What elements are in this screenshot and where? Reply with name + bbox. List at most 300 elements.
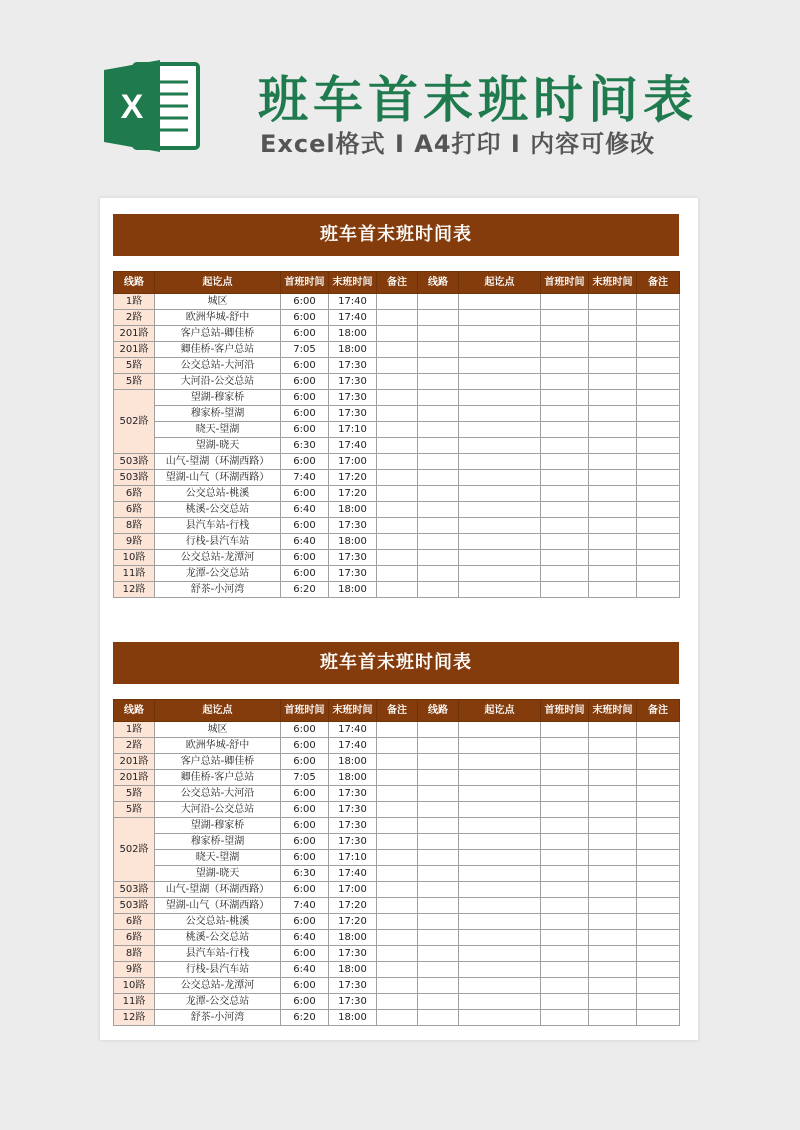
last-time-cell: 17:20 bbox=[329, 898, 377, 914]
empty-cell bbox=[541, 582, 589, 598]
empty-cell bbox=[418, 962, 459, 978]
last-time-cell: 17:30 bbox=[329, 358, 377, 374]
route-cell: 503路 bbox=[114, 882, 155, 898]
empty-cell bbox=[377, 294, 418, 310]
empty-cell bbox=[589, 818, 637, 834]
last-time-cell: 18:00 bbox=[329, 754, 377, 770]
empty-cell bbox=[418, 486, 459, 502]
empty-cell bbox=[377, 454, 418, 470]
route-cell: 201路 bbox=[114, 326, 155, 342]
empty-cell bbox=[459, 422, 541, 438]
empty-cell bbox=[637, 566, 680, 582]
last-time-cell: 17:40 bbox=[329, 310, 377, 326]
empty-cell bbox=[589, 294, 637, 310]
stops-cell: 客户总站-卿佳桥 bbox=[155, 326, 281, 342]
empty-cell bbox=[541, 518, 589, 534]
empty-cell bbox=[377, 834, 418, 850]
empty-cell bbox=[418, 722, 459, 738]
empty-cell bbox=[418, 898, 459, 914]
empty-cell bbox=[459, 738, 541, 754]
empty-cell bbox=[377, 850, 418, 866]
last-time-cell: 17:30 bbox=[329, 390, 377, 406]
empty-cell bbox=[637, 518, 680, 534]
empty-cell bbox=[637, 454, 680, 470]
stops-cell: 望湖-晓天 bbox=[155, 438, 281, 454]
table-banner: 班车首末班时间表 bbox=[113, 642, 679, 684]
last-time-cell: 17:20 bbox=[329, 914, 377, 930]
empty-cell bbox=[459, 470, 541, 486]
empty-cell bbox=[637, 374, 680, 390]
empty-cell bbox=[377, 566, 418, 582]
empty-cell bbox=[589, 850, 637, 866]
first-time-cell: 6:40 bbox=[281, 962, 329, 978]
first-time-cell: 6:00 bbox=[281, 374, 329, 390]
empty-cell bbox=[418, 946, 459, 962]
empty-cell bbox=[459, 326, 541, 342]
first-time-cell: 6:00 bbox=[281, 550, 329, 566]
empty-cell bbox=[589, 358, 637, 374]
empty-cell bbox=[637, 438, 680, 454]
empty-cell bbox=[377, 422, 418, 438]
empty-cell bbox=[589, 866, 637, 882]
column-header: 起讫点 bbox=[459, 700, 541, 722]
last-time-cell: 17:00 bbox=[329, 454, 377, 470]
table-row bbox=[114, 550, 680, 566]
empty-cell bbox=[637, 342, 680, 358]
empty-cell bbox=[589, 518, 637, 534]
empty-cell bbox=[637, 754, 680, 770]
header-row bbox=[114, 272, 680, 294]
route-cell: 502路 bbox=[114, 390, 155, 454]
route-cell: 9路 bbox=[114, 534, 155, 550]
empty-cell bbox=[459, 310, 541, 326]
first-time-cell: 6:00 bbox=[281, 802, 329, 818]
empty-cell bbox=[377, 518, 418, 534]
document-sheet bbox=[100, 198, 698, 1040]
last-time-cell: 17:30 bbox=[329, 406, 377, 422]
empty-cell bbox=[377, 406, 418, 422]
empty-cell bbox=[459, 342, 541, 358]
empty-cell bbox=[418, 390, 459, 406]
table-row bbox=[114, 754, 680, 770]
empty-cell bbox=[637, 310, 680, 326]
last-time-cell: 17:30 bbox=[329, 994, 377, 1010]
column-header: 末班时间 bbox=[589, 272, 637, 294]
empty-cell bbox=[459, 962, 541, 978]
empty-cell bbox=[377, 946, 418, 962]
empty-cell bbox=[459, 454, 541, 470]
column-header: 备注 bbox=[637, 272, 680, 294]
table-row bbox=[114, 722, 680, 738]
empty-cell bbox=[637, 326, 680, 342]
schedule-table bbox=[113, 699, 680, 1026]
empty-cell bbox=[459, 754, 541, 770]
empty-cell bbox=[418, 534, 459, 550]
empty-cell bbox=[459, 406, 541, 422]
empty-cell bbox=[377, 374, 418, 390]
first-time-cell: 6:00 bbox=[281, 454, 329, 470]
empty-cell bbox=[541, 390, 589, 406]
empty-cell bbox=[637, 882, 680, 898]
stops-cell: 欧洲华城-舒中 bbox=[155, 738, 281, 754]
route-cell: 201路 bbox=[114, 770, 155, 786]
empty-cell bbox=[377, 534, 418, 550]
empty-cell bbox=[541, 438, 589, 454]
table-row bbox=[114, 770, 680, 786]
empty-cell bbox=[637, 978, 680, 994]
last-time-cell: 18:00 bbox=[329, 326, 377, 342]
route-cell: 10路 bbox=[114, 550, 155, 566]
route-cell: 8路 bbox=[114, 518, 155, 534]
empty-cell bbox=[418, 326, 459, 342]
empty-cell bbox=[637, 358, 680, 374]
route-cell: 2路 bbox=[114, 738, 155, 754]
empty-cell bbox=[377, 358, 418, 374]
first-time-cell: 7:05 bbox=[281, 342, 329, 358]
route-cell: 502路 bbox=[114, 818, 155, 882]
table-row bbox=[114, 962, 680, 978]
route-cell: 10路 bbox=[114, 978, 155, 994]
route-cell: 11路 bbox=[114, 566, 155, 582]
empty-cell bbox=[541, 882, 589, 898]
table-row bbox=[114, 406, 680, 422]
empty-cell bbox=[637, 470, 680, 486]
empty-cell bbox=[637, 550, 680, 566]
column-header: 线路 bbox=[114, 272, 155, 294]
first-time-cell: 6:00 bbox=[281, 358, 329, 374]
empty-cell bbox=[541, 486, 589, 502]
last-time-cell: 17:00 bbox=[329, 882, 377, 898]
stops-cell: 公交总站-龙潭河 bbox=[155, 978, 281, 994]
empty-cell bbox=[637, 1010, 680, 1026]
empty-cell bbox=[418, 582, 459, 598]
empty-cell bbox=[541, 802, 589, 818]
last-time-cell: 17:40 bbox=[329, 722, 377, 738]
last-time-cell: 17:40 bbox=[329, 866, 377, 882]
empty-cell bbox=[459, 486, 541, 502]
table-banner: 班车首末班时间表 bbox=[113, 214, 679, 256]
first-time-cell: 6:00 bbox=[281, 914, 329, 930]
empty-cell bbox=[459, 850, 541, 866]
last-time-cell: 18:00 bbox=[329, 534, 377, 550]
empty-cell bbox=[377, 390, 418, 406]
empty-cell bbox=[377, 310, 418, 326]
first-time-cell: 6:40 bbox=[281, 930, 329, 946]
empty-cell bbox=[541, 834, 589, 850]
empty-cell bbox=[377, 898, 418, 914]
empty-cell bbox=[589, 566, 637, 582]
empty-cell bbox=[589, 930, 637, 946]
empty-cell bbox=[377, 866, 418, 882]
empty-cell bbox=[459, 866, 541, 882]
route-cell: 6路 bbox=[114, 486, 155, 502]
empty-cell bbox=[541, 722, 589, 738]
stops-cell: 卿佳桥-客户总站 bbox=[155, 342, 281, 358]
route-cell: 5路 bbox=[114, 358, 155, 374]
last-time-cell: 17:30 bbox=[329, 978, 377, 994]
first-time-cell: 6:00 bbox=[281, 406, 329, 422]
last-time-cell: 17:30 bbox=[329, 946, 377, 962]
empty-cell bbox=[418, 342, 459, 358]
table-row bbox=[114, 930, 680, 946]
first-time-cell: 6:00 bbox=[281, 326, 329, 342]
empty-cell bbox=[637, 534, 680, 550]
empty-cell bbox=[637, 422, 680, 438]
schedule-section-1 bbox=[113, 214, 679, 598]
empty-cell bbox=[637, 914, 680, 930]
first-time-cell: 6:20 bbox=[281, 582, 329, 598]
empty-cell bbox=[637, 406, 680, 422]
table-row bbox=[114, 342, 680, 358]
last-time-cell: 17:30 bbox=[329, 818, 377, 834]
header bbox=[0, 0, 800, 190]
last-time-cell: 17:30 bbox=[329, 518, 377, 534]
table-row bbox=[114, 502, 680, 518]
last-time-cell: 18:00 bbox=[329, 770, 377, 786]
page-title: 班车首末班时间表 bbox=[258, 71, 698, 129]
empty-cell bbox=[418, 866, 459, 882]
empty-cell bbox=[377, 978, 418, 994]
empty-cell bbox=[637, 898, 680, 914]
empty-cell bbox=[459, 946, 541, 962]
route-cell: 2路 bbox=[114, 310, 155, 326]
excel-icon bbox=[100, 56, 204, 156]
route-cell: 503路 bbox=[114, 454, 155, 470]
stops-cell: 山气-望湖（环湖西路） bbox=[155, 882, 281, 898]
empty-cell bbox=[418, 850, 459, 866]
empty-cell bbox=[377, 342, 418, 358]
empty-cell bbox=[589, 978, 637, 994]
stops-cell: 客户总站-卿佳桥 bbox=[155, 754, 281, 770]
table-row bbox=[114, 818, 680, 834]
column-header: 起讫点 bbox=[155, 272, 281, 294]
empty-cell bbox=[418, 294, 459, 310]
last-time-cell: 18:00 bbox=[329, 502, 377, 518]
first-time-cell: 6:00 bbox=[281, 834, 329, 850]
empty-cell bbox=[377, 326, 418, 342]
stops-cell: 望湖-山气（环湖西路） bbox=[155, 470, 281, 486]
first-time-cell: 6:00 bbox=[281, 722, 329, 738]
empty-cell bbox=[377, 994, 418, 1010]
empty-cell bbox=[459, 978, 541, 994]
empty-cell bbox=[541, 738, 589, 754]
empty-cell bbox=[541, 422, 589, 438]
empty-cell bbox=[637, 486, 680, 502]
stops-cell: 大河沿-公交总站 bbox=[155, 802, 281, 818]
last-time-cell: 17:40 bbox=[329, 738, 377, 754]
stops-cell: 公交总站-大河沿 bbox=[155, 786, 281, 802]
stops-cell: 行栈-县汽车站 bbox=[155, 534, 281, 550]
empty-cell bbox=[459, 930, 541, 946]
stops-cell: 桃溪-公交总站 bbox=[155, 930, 281, 946]
first-time-cell: 7:05 bbox=[281, 770, 329, 786]
empty-cell bbox=[589, 374, 637, 390]
table-row bbox=[114, 802, 680, 818]
column-header: 备注 bbox=[377, 700, 418, 722]
table-row bbox=[114, 470, 680, 486]
first-time-cell: 6:20 bbox=[281, 1010, 329, 1026]
first-time-cell: 6:00 bbox=[281, 294, 329, 310]
first-time-cell: 6:00 bbox=[281, 422, 329, 438]
first-time-cell: 6:00 bbox=[281, 786, 329, 802]
route-cell: 5路 bbox=[114, 802, 155, 818]
first-time-cell: 6:40 bbox=[281, 534, 329, 550]
column-header: 末班时间 bbox=[329, 272, 377, 294]
empty-cell bbox=[541, 566, 589, 582]
column-header: 线路 bbox=[418, 700, 459, 722]
route-cell: 11路 bbox=[114, 994, 155, 1010]
empty-cell bbox=[589, 882, 637, 898]
last-time-cell: 18:00 bbox=[329, 342, 377, 358]
empty-cell bbox=[418, 310, 459, 326]
column-header: 线路 bbox=[418, 272, 459, 294]
empty-cell bbox=[418, 454, 459, 470]
last-time-cell: 17:30 bbox=[329, 374, 377, 390]
stops-cell: 晓天-望湖 bbox=[155, 422, 281, 438]
empty-cell bbox=[418, 470, 459, 486]
empty-cell bbox=[377, 486, 418, 502]
stops-cell: 公交总站-龙潭河 bbox=[155, 550, 281, 566]
empty-cell bbox=[541, 358, 589, 374]
column-header: 备注 bbox=[637, 700, 680, 722]
column-header: 首班时间 bbox=[281, 272, 329, 294]
empty-cell bbox=[459, 722, 541, 738]
route-cell: 503路 bbox=[114, 470, 155, 486]
empty-cell bbox=[589, 326, 637, 342]
stops-cell: 行栈-县汽车站 bbox=[155, 962, 281, 978]
route-cell: 5路 bbox=[114, 786, 155, 802]
first-time-cell: 6:00 bbox=[281, 978, 329, 994]
empty-cell bbox=[459, 566, 541, 582]
empty-cell bbox=[589, 722, 637, 738]
empty-cell bbox=[637, 722, 680, 738]
stops-cell: 晓天-望湖 bbox=[155, 850, 281, 866]
empty-cell bbox=[637, 962, 680, 978]
column-header: 起讫点 bbox=[459, 272, 541, 294]
empty-cell bbox=[637, 930, 680, 946]
first-time-cell: 6:00 bbox=[281, 566, 329, 582]
empty-cell bbox=[377, 914, 418, 930]
empty-cell bbox=[541, 470, 589, 486]
last-time-cell: 17:30 bbox=[329, 834, 377, 850]
empty-cell bbox=[459, 898, 541, 914]
empty-cell bbox=[541, 406, 589, 422]
empty-cell bbox=[589, 962, 637, 978]
empty-cell bbox=[377, 738, 418, 754]
empty-cell bbox=[459, 834, 541, 850]
empty-cell bbox=[418, 802, 459, 818]
column-header: 首班时间 bbox=[281, 700, 329, 722]
empty-cell bbox=[637, 994, 680, 1010]
header-row bbox=[114, 700, 680, 722]
empty-cell bbox=[459, 802, 541, 818]
route-cell: 1路 bbox=[114, 294, 155, 310]
column-header: 线路 bbox=[114, 700, 155, 722]
table-row bbox=[114, 994, 680, 1010]
table-row bbox=[114, 310, 680, 326]
stops-cell: 城区 bbox=[155, 294, 281, 310]
stops-cell: 穆家桥-望湖 bbox=[155, 834, 281, 850]
empty-cell bbox=[589, 754, 637, 770]
empty-cell bbox=[589, 802, 637, 818]
empty-cell bbox=[637, 834, 680, 850]
empty-cell bbox=[418, 914, 459, 930]
empty-cell bbox=[377, 770, 418, 786]
stops-cell: 卿佳桥-客户总站 bbox=[155, 770, 281, 786]
table-row bbox=[114, 358, 680, 374]
column-header: 起讫点 bbox=[155, 700, 281, 722]
empty-cell bbox=[541, 326, 589, 342]
schedule-section-2 bbox=[113, 642, 679, 1026]
empty-cell bbox=[377, 930, 418, 946]
empty-cell bbox=[377, 882, 418, 898]
stops-cell: 欧洲华城-舒中 bbox=[155, 310, 281, 326]
stops-cell: 望湖-晓天 bbox=[155, 866, 281, 882]
table-row bbox=[114, 566, 680, 582]
table-row bbox=[114, 534, 680, 550]
stops-cell: 望湖-穆家桥 bbox=[155, 818, 281, 834]
empty-cell bbox=[418, 566, 459, 582]
first-time-cell: 6:00 bbox=[281, 994, 329, 1010]
first-time-cell: 6:00 bbox=[281, 390, 329, 406]
empty-cell bbox=[541, 978, 589, 994]
column-header: 末班时间 bbox=[589, 700, 637, 722]
empty-cell bbox=[377, 1010, 418, 1026]
empty-cell bbox=[541, 374, 589, 390]
empty-cell bbox=[377, 582, 418, 598]
last-time-cell: 17:30 bbox=[329, 550, 377, 566]
column-header: 首班时间 bbox=[541, 700, 589, 722]
table-row bbox=[114, 834, 680, 850]
empty-cell bbox=[459, 786, 541, 802]
empty-cell bbox=[589, 406, 637, 422]
empty-cell bbox=[459, 438, 541, 454]
route-cell: 12路 bbox=[114, 582, 155, 598]
stops-cell: 山气-望湖（环湖西路） bbox=[155, 454, 281, 470]
empty-cell bbox=[589, 914, 637, 930]
table-row bbox=[114, 438, 680, 454]
last-time-cell: 17:30 bbox=[329, 566, 377, 582]
first-time-cell: 6:00 bbox=[281, 310, 329, 326]
first-time-cell: 6:00 bbox=[281, 738, 329, 754]
empty-cell bbox=[418, 1010, 459, 1026]
empty-cell bbox=[589, 310, 637, 326]
first-time-cell: 6:00 bbox=[281, 946, 329, 962]
first-time-cell: 6:00 bbox=[281, 486, 329, 502]
first-time-cell: 7:40 bbox=[281, 898, 329, 914]
last-time-cell: 18:00 bbox=[329, 582, 377, 598]
empty-cell bbox=[589, 502, 637, 518]
stops-cell: 桃溪-公交总站 bbox=[155, 502, 281, 518]
route-cell: 6路 bbox=[114, 930, 155, 946]
table-row bbox=[114, 390, 680, 406]
empty-cell bbox=[637, 738, 680, 754]
table-row bbox=[114, 294, 680, 310]
column-header: 末班时间 bbox=[329, 700, 377, 722]
route-cell: 9路 bbox=[114, 962, 155, 978]
empty-cell bbox=[589, 390, 637, 406]
stops-cell: 龙潭-公交总站 bbox=[155, 994, 281, 1010]
route-cell: 12路 bbox=[114, 1010, 155, 1026]
empty-cell bbox=[589, 898, 637, 914]
empty-cell bbox=[589, 534, 637, 550]
empty-cell bbox=[589, 470, 637, 486]
empty-cell bbox=[637, 802, 680, 818]
empty-cell bbox=[637, 770, 680, 786]
empty-cell bbox=[459, 818, 541, 834]
empty-cell bbox=[459, 550, 541, 566]
table-row bbox=[114, 786, 680, 802]
